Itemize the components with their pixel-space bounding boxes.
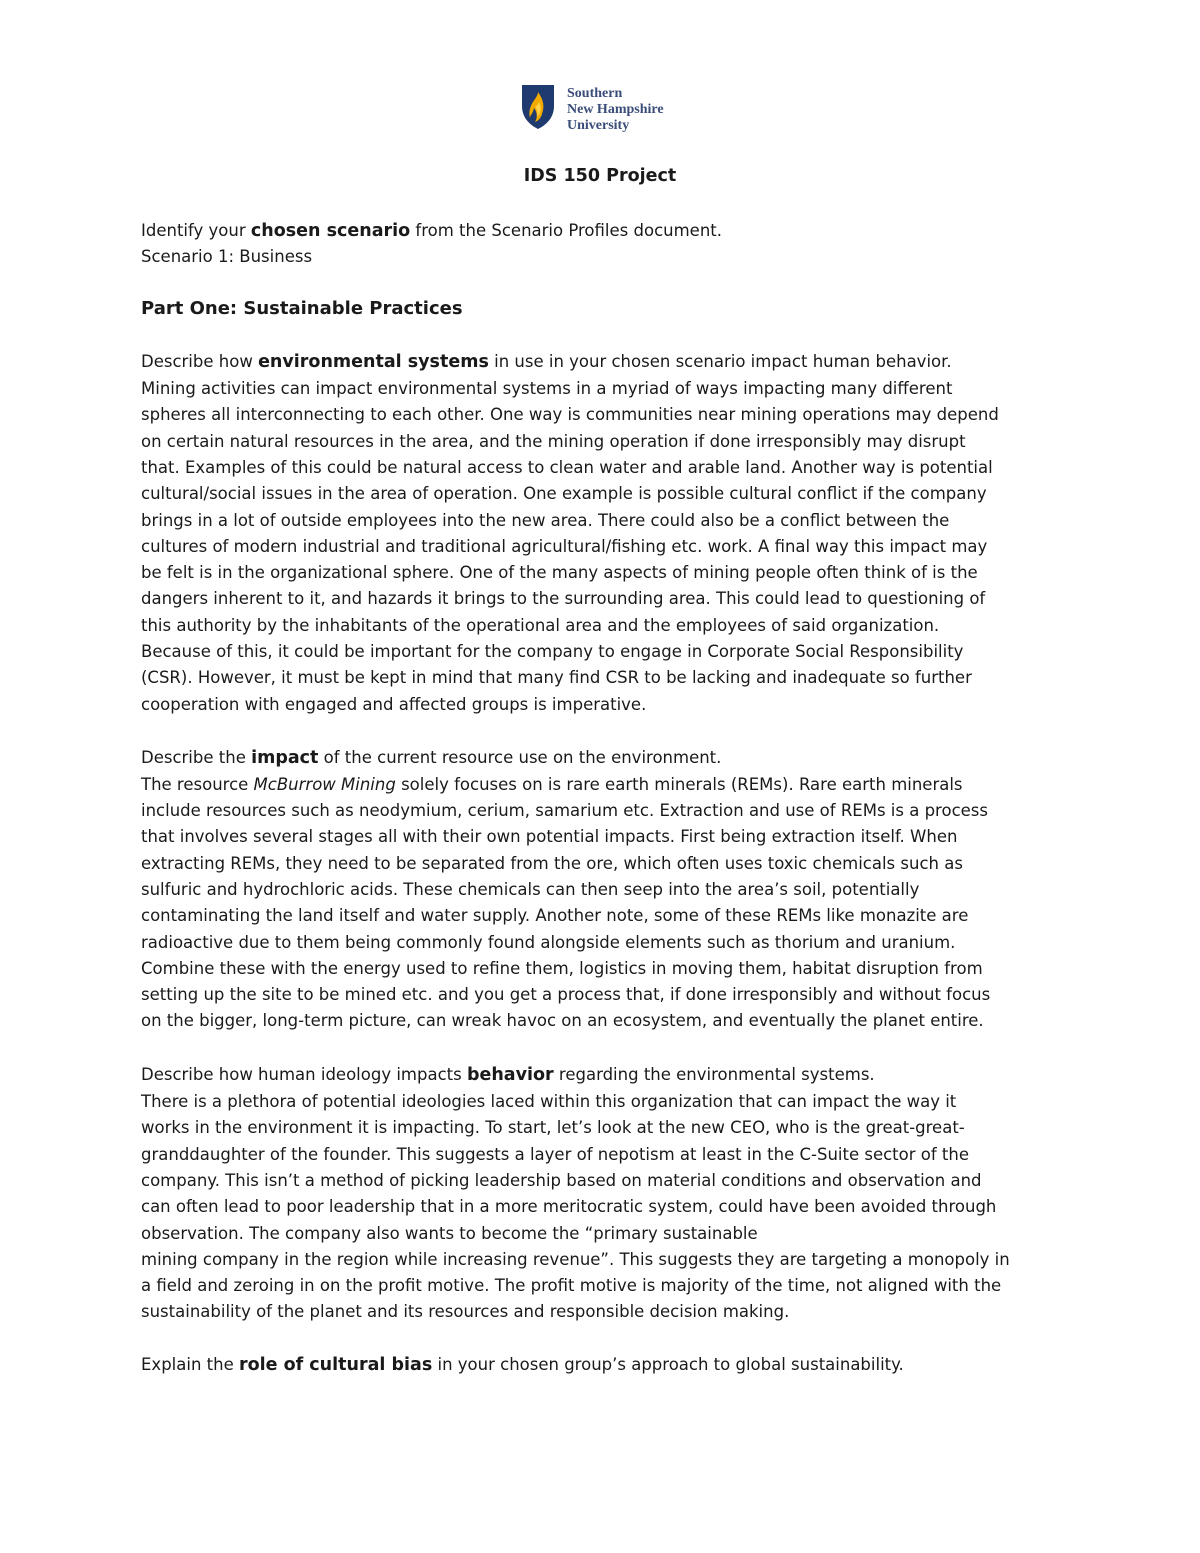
logo-wordmark: [567, 86, 664, 134]
answer-line: Combine these with the energy used to refine them, logistics in moving them, habitat disruption from: [141, 958, 983, 978]
q2-answer-line: The resource McBurrow Mining solely focuses on is rare earth minerals (REMs). Rare earth minerals: [141, 775, 963, 794]
answer-line: dangers inherent to it, and hazards it brings to the surrounding area. This could lead to questioning of: [141, 589, 986, 609]
part-one-heading: Part One: Sustainable Practices: [141, 298, 463, 319]
answer-line: on certain natural resources in the area, and the mining operation if done irresponsibly may disrupt: [141, 431, 966, 451]
answer-line: observation. The company also wants to become the “primary sustainable: [141, 1223, 758, 1243]
answer-line: radioactive due to them being commonly found alongside elements such as thorium and uranium.: [141, 932, 956, 952]
university-logo: [521, 84, 691, 134]
answer-line: can often lead to poor leadership that in a more meritocratic system, could have been avoided through: [141, 1197, 997, 1217]
answer-line: cultural/social issues in the area of operation. One example is possible cultural conflict if the company: [141, 484, 987, 504]
answer-line: cultures of modern industrial and traditional agricultural/fishing etc. work. A final way this impact may: [141, 536, 988, 556]
answer-line: Because of this, it could be important for the company to engage in Corporate Social Responsibility: [141, 642, 964, 661]
intro-prompt: Identify your chosen scenario from the Scenario Profiles document.: [141, 221, 722, 241]
answer-line: contaminating the land itself and water supply. Another note, some of these REMs like monazite are: [141, 906, 969, 926]
answer-line: (CSR). However, it must be kept in mind that many find CSR to be lacking and inadequate so further: [141, 668, 972, 688]
q1-prompt: Describe how environmental systems in use in your chosen scenario impact human behavior.: [141, 352, 952, 372]
answer-line: cooperation with engaged and affected groups is imperative.: [141, 694, 647, 714]
q2-prompt: Describe the impact of the current resource use on the environment.: [141, 748, 722, 768]
shield-flame-icon: [521, 84, 555, 130]
answer-line: be felt is in the organizational sphere. One of the many aspects of mining people often think of is the: [141, 563, 978, 583]
scenario-answer: Scenario 1: Business: [141, 247, 313, 266]
q4-prompt: Explain the role of cultural bias in your chosen group’s approach to global sustainability.: [141, 1355, 904, 1375]
answer-line: granddaughter of the founder. This suggests a layer of nepotism at least in the C-Suite sector of the: [141, 1144, 969, 1164]
q3-prompt: Describe how human ideology impacts behavior regarding the environmental systems.: [141, 1065, 875, 1085]
logo-line-3: University: [567, 118, 630, 133]
answer-line: company. This isn’t a method of picking leadership based on material conditions and observation and: [141, 1170, 982, 1190]
answer-line: Mining activities can impact environmental systems in a myriad of ways impacting many different: [141, 379, 953, 398]
answer-line: this authority by the inhabitants of the operational area and the employees of said organization.: [141, 615, 940, 635]
answer-line: works in the environment it is impacting. To start, let’s look at the new CEO, who is the great-great-: [141, 1118, 965, 1138]
answer-line: There is a plethora of potential ideologies laced within this organization that can impact the way it: [141, 1092, 957, 1111]
answer-line: that. Examples of this could be natural access to clean water and arable land. Another way is potential: [141, 457, 993, 477]
answer-line: brings in a lot of outside employees into the new area. There could also be a conflict between the: [141, 510, 950, 530]
answer-line: sulfuric and hydrochloric acids. These chemicals can then seep into the area’s soil, potentially: [141, 879, 920, 899]
document-title: IDS 150 Project: [523, 166, 677, 186]
logo-line-1: Southern: [567, 86, 623, 101]
answer-line: that involves several stages all with their own potential impacts. First being extraction itself. When: [141, 827, 958, 847]
answer-line: extracting REMs, they need to be separated from the ore, which often uses toxic chemicals such as: [141, 853, 963, 873]
answer-line: spheres all interconnecting to each other. One way is communities near mining operations may depend: [141, 405, 999, 425]
answer-line: include resources such as neodymium, cerium, samarium etc. Extraction and use of REMs is a process: [141, 801, 988, 820]
answer-line: a field and zeroing in on the profit motive. The profit motive is majority of the time, not aligned with the: [141, 1276, 1002, 1296]
answer-line: setting up the site to be mined etc. and you get a process that, if done irresponsibly and without focus: [141, 985, 991, 1005]
answer-line: sustainability of the planet and its resources and responsible decision making.: [141, 1302, 790, 1322]
answer-line: mining company in the region while increasing revenue”. This suggests they are targeting a monopoly in: [141, 1249, 1010, 1269]
answer-line: on the bigger, long-term picture, can wreak havoc on an ecosystem, and eventually the planet entire.: [141, 1011, 984, 1031]
logo-line-2: New Hampshire: [567, 102, 664, 117]
